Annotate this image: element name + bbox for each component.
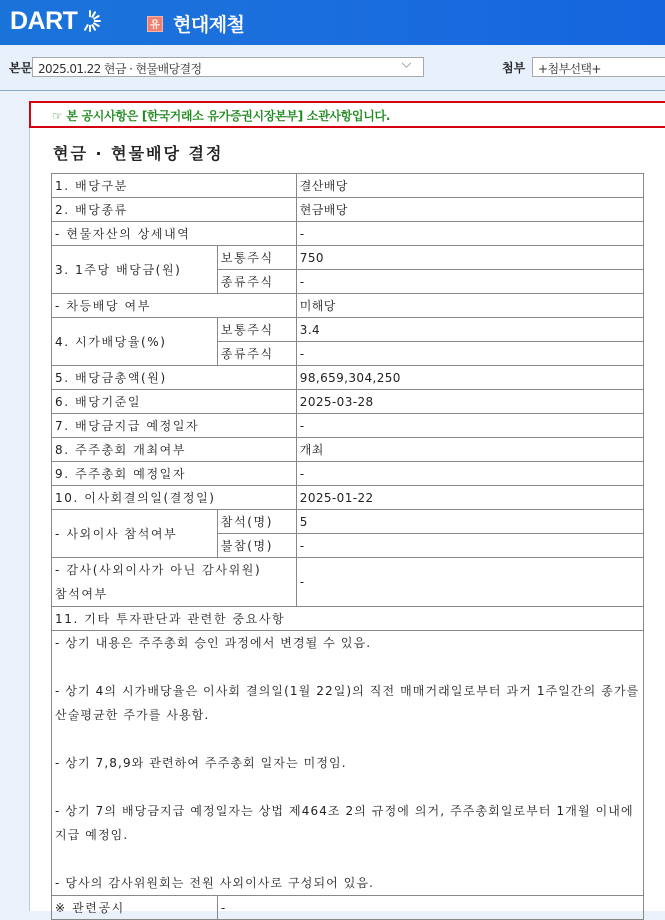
row-sublabel: 보통주식 [217, 246, 296, 270]
row-label: - 현물자산의 상세내역 [52, 222, 297, 246]
row-value: 개최 [296, 438, 643, 462]
body-label: 본문 [9, 61, 33, 75]
row-value: 미해당 [296, 294, 643, 318]
note-item: - 상기 4의 시가배당율은 이사회 결의일(1월 22일)의 직전 매매거래일로부터 과거 1주일간의 종가를 산술평균한 주가를 사용함. [55, 684, 640, 722]
row-value: 98,659,304,250 [296, 366, 643, 390]
row-value: 2025-01-22 [296, 486, 643, 510]
row-label: 2. 배당종류 [52, 198, 297, 222]
document-toolbar [0, 45, 665, 91]
row-value: 결산배당 [296, 174, 643, 198]
sunburst-icon [78, 9, 102, 33]
row-label: - 감사(사외이사가 아닌 감사위원) 참석여부 [52, 558, 297, 607]
row-label: 11. 기타 투자판단과 관련한 중요사항 [52, 607, 644, 631]
row-label: 3. 1주당 배당금(원) [52, 246, 218, 294]
table-row [52, 198, 644, 222]
row-sublabel: 보통주식 [217, 318, 296, 342]
related-value: - [217, 896, 643, 920]
row-label: 10. 이사회결의일(결정일) [52, 486, 297, 510]
table-row [52, 462, 644, 486]
table-row [52, 438, 644, 462]
company-info [147, 10, 244, 37]
body-document-select[interactable] [32, 57, 424, 77]
other-notes [52, 631, 644, 896]
table-row [52, 896, 644, 920]
row-label: 8. 주주총회 개최여부 [52, 438, 297, 462]
row-value: 3.4 [296, 318, 643, 342]
row-label: 1. 배당구분 [52, 174, 297, 198]
body-select-value: 2025.01.22 현금 · 현물배당결정 [38, 62, 202, 76]
table-row [52, 390, 644, 414]
attachment-select[interactable] [532, 57, 665, 77]
pointing-hand-icon: ☞ [52, 109, 67, 123]
row-value: - [296, 534, 643, 558]
row-value: 2025-03-28 [296, 390, 643, 414]
row-sublabel: 종류주식 [217, 270, 296, 294]
row-label: 6. 배당기준일 [52, 390, 297, 414]
attach-label: 첨부 [502, 61, 526, 75]
jurisdiction-notice [29, 101, 665, 128]
table-row [52, 631, 644, 896]
table-row [52, 510, 644, 534]
row-label: 4. 시가배당율(%) [52, 318, 218, 366]
table-row [52, 558, 644, 607]
row-label: - 차등배당 여부 [52, 294, 297, 318]
row-value: - [296, 462, 643, 486]
market-badge: 유 [147, 16, 163, 32]
company-name: 현대제철 [173, 14, 245, 36]
row-value: - [296, 414, 643, 438]
row-sublabel: 참석(명) [217, 510, 296, 534]
attach-select-value: +첨부선택+ [538, 62, 601, 76]
dividend-table [51, 173, 644, 920]
row-value: - [296, 342, 643, 366]
notice-text: 본 공시사항은 [한국거래소 유가증권시장본부] 소관사항입니다. [66, 109, 391, 123]
table-row [52, 222, 644, 246]
note-item: - 당사의 감사위원회는 전원 사외이사로 구성되어 있음. [55, 876, 375, 890]
row-value: - [296, 558, 643, 607]
row-sublabel: 불참(명) [217, 534, 296, 558]
document-title: 현금 · 현물배당 결정 [53, 144, 224, 163]
row-value: 현금배당 [296, 198, 643, 222]
table-row [52, 366, 644, 390]
table-row [52, 174, 644, 198]
row-label: - 사외이사 참석여부 [52, 510, 218, 558]
table-row [52, 414, 644, 438]
note-item: - 상기 내용은 주주총회 승인 과정에서 변경될 수 있음. [55, 636, 372, 650]
row-value: 750 [296, 246, 643, 270]
app-header [0, 0, 665, 45]
row-sublabel: 종류주식 [217, 342, 296, 366]
table-row [52, 486, 644, 510]
table-row [52, 246, 644, 270]
table-row [52, 294, 644, 318]
related-label: ※ 관련공시 [52, 896, 218, 920]
row-value: - [296, 270, 643, 294]
table-row [52, 607, 644, 631]
dart-logo[interactable] [10, 8, 102, 34]
row-value: - [296, 222, 643, 246]
row-label: 5. 배당금총액(원) [52, 366, 297, 390]
row-value: 5 [296, 510, 643, 534]
chevron-down-icon [402, 61, 411, 70]
logo-text: DART [10, 6, 78, 35]
note-item: - 상기 7의 배당금지급 예정일자는 상법 제464조 2의 규정에 의거, 주주총회일로부터 1개월 이내에 지급 예정임. [55, 804, 634, 842]
table-row [52, 318, 644, 342]
row-label: 7. 배당금지급 예정일자 [52, 414, 297, 438]
note-item: - 상기 7,8,9와 관련하여 주주총회 일자는 미정임. [55, 756, 347, 770]
row-label: 9. 주주총회 예정일자 [52, 462, 297, 486]
